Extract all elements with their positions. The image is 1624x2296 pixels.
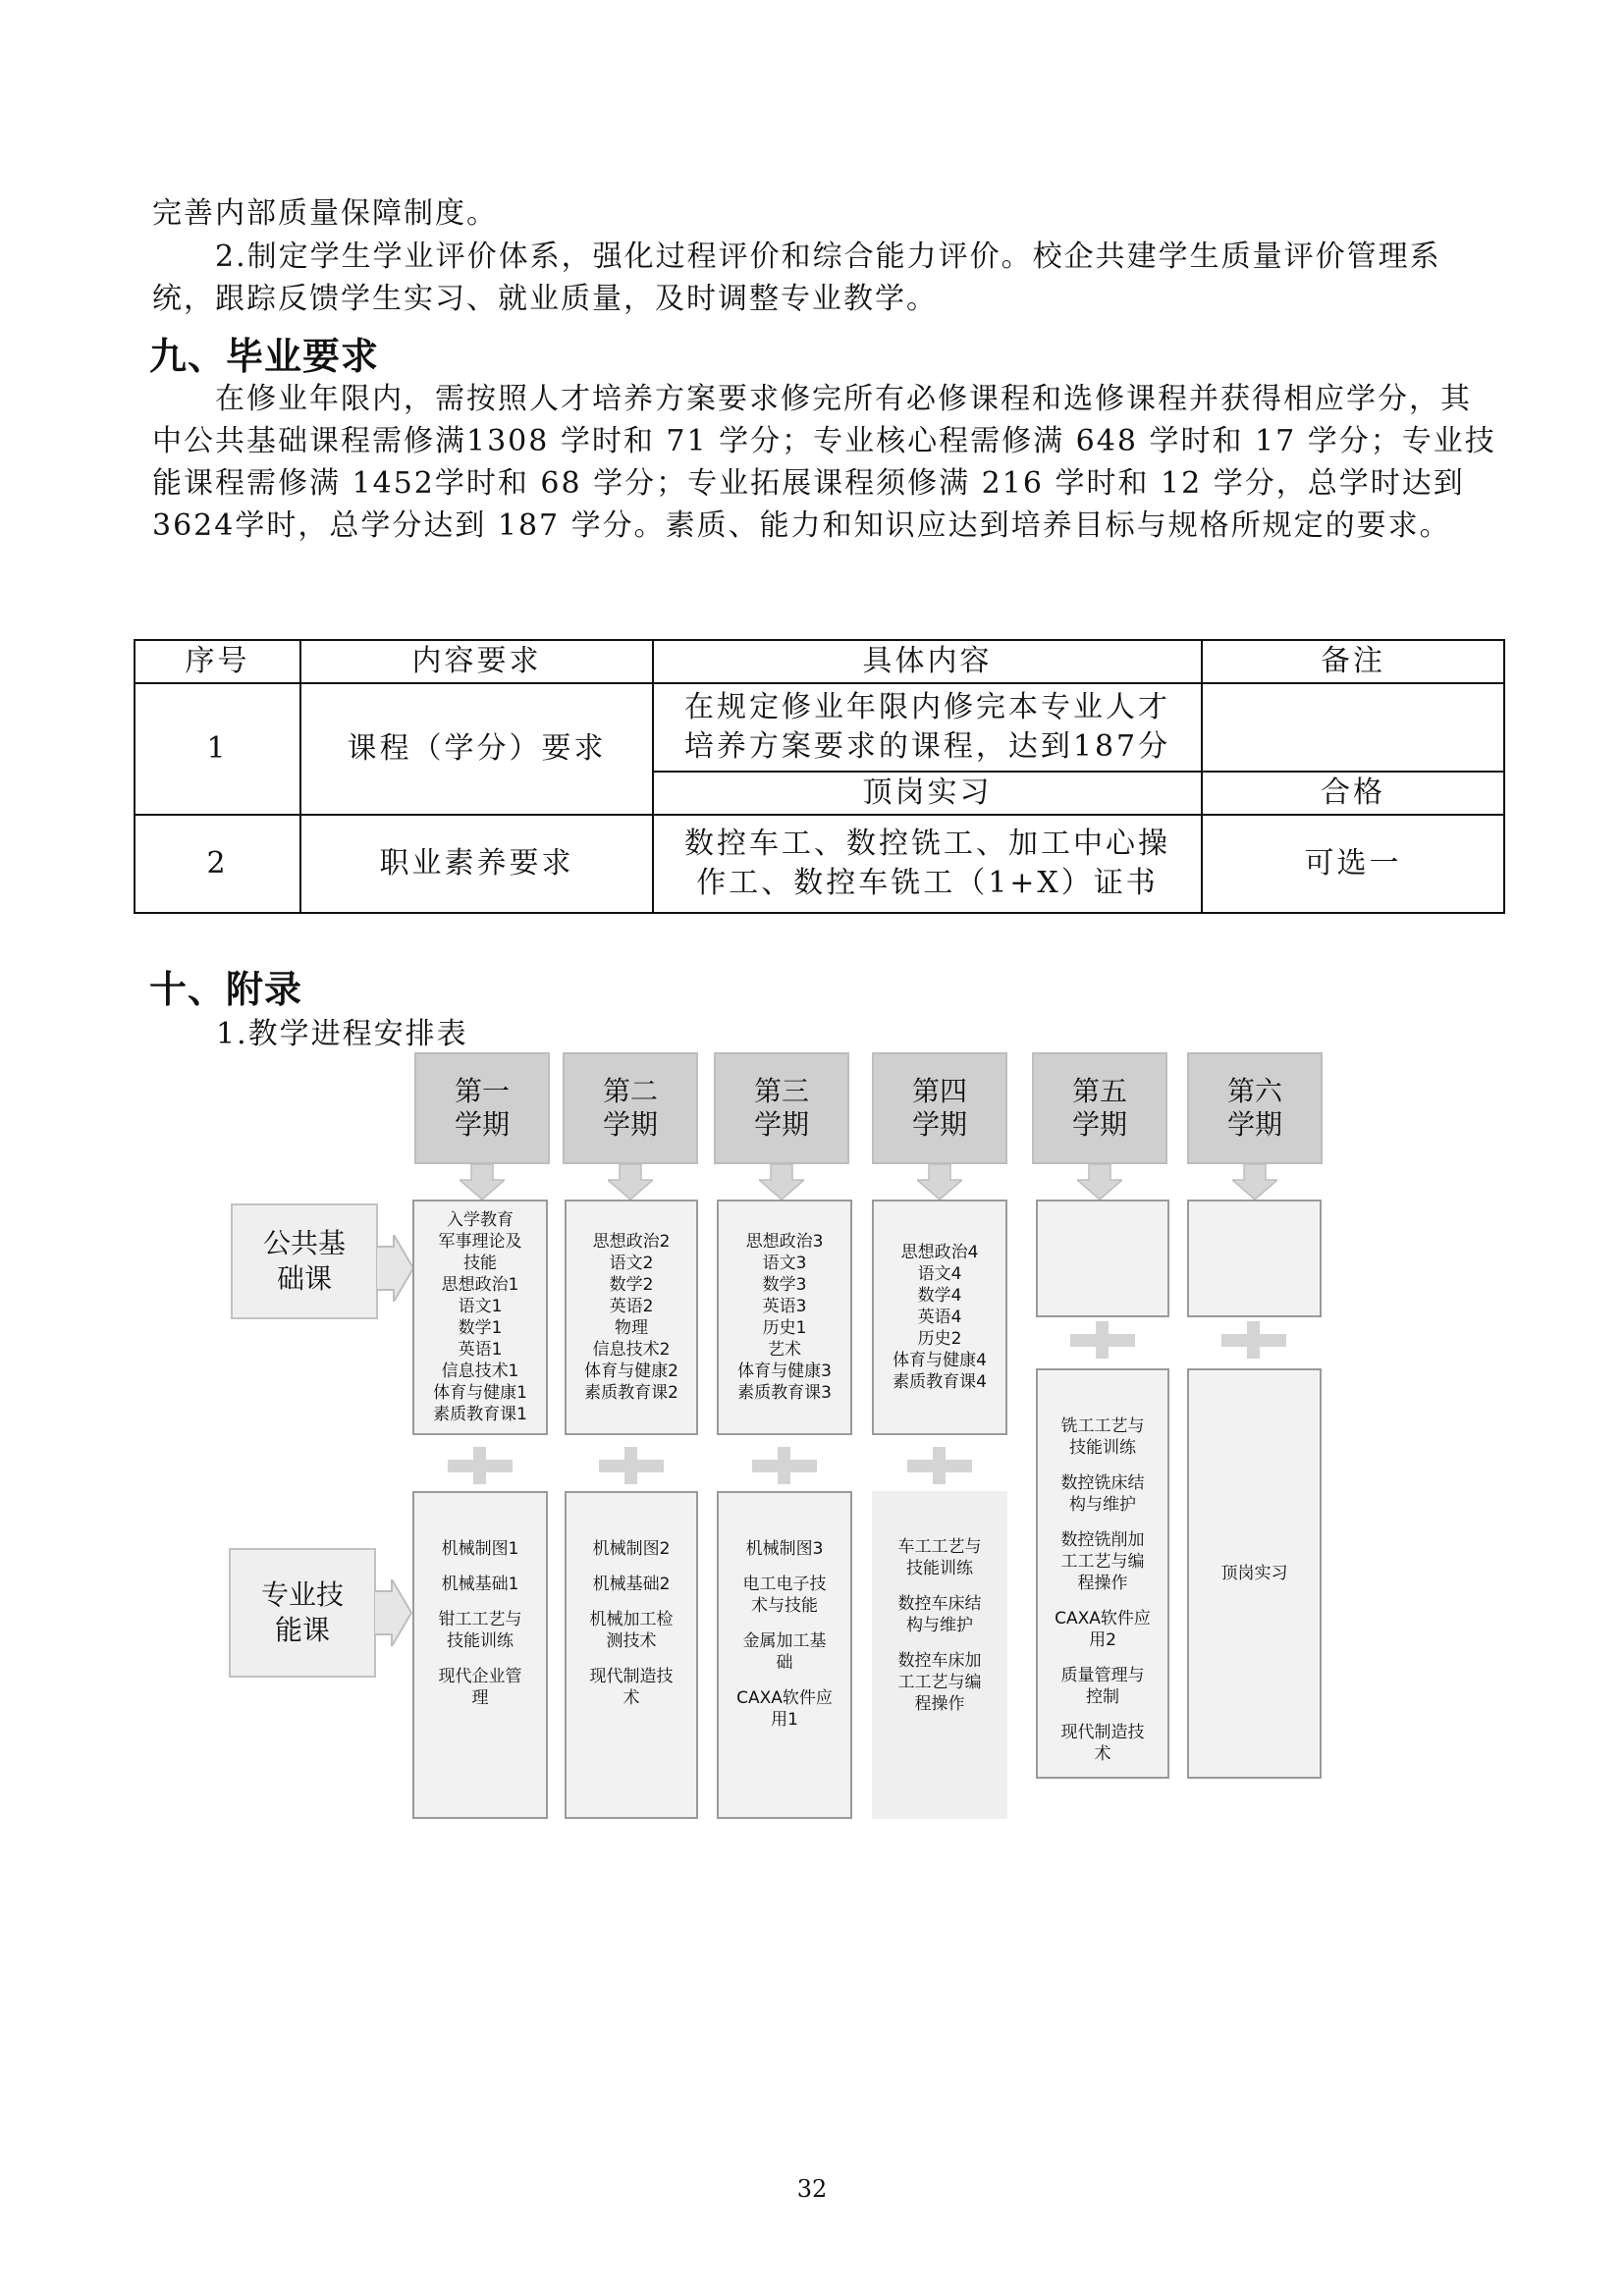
course-item: 程操作 [1077, 1574, 1128, 1593]
skill-course-box [565, 1491, 698, 1819]
header-requirement: 内容要求 [300, 640, 653, 683]
course-item [719, 1617, 850, 1630]
arrow-right-icon [376, 1235, 415, 1302]
course-item: 电工电子技 [742, 1575, 827, 1594]
cell-content: 数控车工、数控铣工、加工中心操作工、数控车铣工（1+X）证书 [653, 815, 1202, 913]
course-item: 物理 [615, 1318, 648, 1338]
course-item: 现代制造技 [1060, 1723, 1145, 1742]
course-item: 数控车床结 [897, 1594, 982, 1614]
course-item: 术 [1094, 1744, 1111, 1764]
course-item: 机械加工检 [589, 1610, 674, 1629]
course-item: 信息技术1 [441, 1362, 519, 1381]
course-item: 用2 [1089, 1630, 1116, 1650]
course-item: 体育与健康2 [584, 1362, 678, 1381]
course-item: 入学教育 [447, 1210, 514, 1230]
course-item: 构与维护 [1069, 1495, 1136, 1515]
semester-header [563, 1052, 698, 1164]
cell-note: 可选一 [1202, 815, 1504, 913]
course-item: 测技术 [606, 1631, 657, 1651]
course-item: 数控铣削加 [1060, 1530, 1145, 1550]
course-item: 术 [623, 1688, 640, 1708]
course-item [567, 1652, 696, 1666]
public-course-box [717, 1200, 852, 1435]
course-item: 语文3 [762, 1254, 807, 1273]
paragraph-intro: 完善内部质量保障制度。 [152, 196, 498, 231]
public-course-box [565, 1200, 698, 1435]
course-item [1038, 1516, 1167, 1529]
label-skill-courses-text: 专业技能课 [260, 1578, 344, 1646]
page-number: 32 [796, 2175, 828, 2203]
label-skill-courses [229, 1548, 376, 1678]
course-item [872, 1636, 1007, 1650]
skill-course-box [412, 1491, 548, 1819]
table-header-row [135, 640, 1504, 683]
section-heading-appendix: 十、附录 [149, 968, 303, 1011]
course-item: 现代企业管 [438, 1667, 522, 1686]
skill-course-box [1036, 1368, 1169, 1779]
semester-name: 第二学期 [602, 1075, 658, 1141]
course-item: 理 [471, 1688, 489, 1708]
course-item: 思想政治1 [441, 1275, 519, 1295]
course-item: 机械基础2 [592, 1575, 671, 1594]
semester-header [1032, 1052, 1167, 1164]
public-course-box [1036, 1200, 1169, 1317]
course-item: 钳工工艺与 [438, 1610, 522, 1629]
skill-course-box [1187, 1368, 1322, 1779]
course-item: 工工艺与编 [1060, 1552, 1145, 1572]
skill-course-box [717, 1491, 852, 1819]
course-item: 历史2 [917, 1329, 962, 1349]
course-item: 控制 [1086, 1687, 1119, 1707]
course-item: 质量管理与 [1060, 1666, 1145, 1685]
course-item [414, 1652, 546, 1666]
arrow-down-icon [1232, 1164, 1277, 1200]
course-item: 技能训练 [906, 1559, 973, 1578]
cell-note [1202, 683, 1504, 772]
semester-header [1187, 1052, 1323, 1164]
course-item: 语文4 [917, 1264, 962, 1284]
course-item: 金属加工基 [742, 1631, 827, 1651]
course-item: 素质教育课3 [737, 1383, 832, 1403]
course-item: 术与技能 [751, 1596, 818, 1616]
course-item: 数控铣床结 [1060, 1473, 1145, 1493]
semester-name: 第六学期 [1226, 1075, 1282, 1141]
cell-note: 合格 [1202, 772, 1504, 815]
course-item: 历史1 [762, 1318, 807, 1338]
arrow-down-icon [759, 1164, 804, 1200]
public-course-box [872, 1200, 1007, 1435]
course-item: 机械制图1 [441, 1539, 519, 1559]
arrow-down-icon [1077, 1164, 1122, 1200]
course-item: 思想政治3 [745, 1232, 824, 1252]
course-item: 数学4 [917, 1286, 962, 1306]
course-item: 素质教育课4 [893, 1372, 987, 1392]
course-item [1038, 1708, 1167, 1722]
course-item: 程操作 [914, 1694, 965, 1714]
arrow-down-icon [460, 1164, 505, 1200]
plus-icon [599, 1447, 664, 1484]
table-row [135, 683, 1504, 772]
section-heading-graduation: 九、毕业要求 [149, 335, 380, 378]
course-item: 础 [776, 1653, 793, 1673]
cell-content: 顶岗实习 [653, 772, 1202, 815]
course-item: CAXA软件应 [736, 1688, 833, 1708]
plus-icon [1070, 1321, 1135, 1359]
course-item [1038, 1651, 1167, 1665]
course-item: 数学1 [458, 1318, 503, 1338]
course-item: 艺术 [768, 1340, 801, 1360]
course-item: 现代制造技 [589, 1667, 674, 1686]
appendix-subtitle: 1.教学进程安排表 [216, 1017, 468, 1051]
course-item: 素质教育课1 [433, 1405, 527, 1424]
semester-name: 第四学期 [911, 1075, 967, 1141]
course-item: 英语4 [917, 1308, 962, 1327]
course-item: 技能训练 [1069, 1438, 1136, 1458]
paragraph-graduation: 在修业年限内，需按照人才培养方案要求修完所有必修课程和选修课程并获得相应学分，其中公共基础课程需修满1308 学时和 71 学分；专业核心程需修满 648 学时和 17 学分；专业技能课程需修满 1452学时和 68 学分；专业拓展课程须修满 216 学时和 12 学分，总学时达到 3624学时，总学分达到 187 学分。素质、能力和知识应达到培养目标与规格所规定的要求。 [152, 382, 1496, 543]
course-item [414, 1560, 546, 1574]
course-item: 体育与健康4 [893, 1351, 987, 1370]
course-item: CAXA软件应 [1055, 1609, 1151, 1629]
course-item: 数学2 [609, 1275, 654, 1295]
skill-course-box [872, 1491, 1007, 1819]
label-public-courses [231, 1203, 378, 1319]
arrow-right-icon [374, 1579, 413, 1646]
course-item [719, 1560, 850, 1574]
arrow-down-icon [608, 1164, 653, 1200]
header-no: 序号 [135, 640, 300, 683]
semester-header [714, 1052, 849, 1164]
label-public-courses-text: 公共基础课 [262, 1227, 346, 1295]
paragraph-evaluation: 2.制定学生学业评价体系，强化过程评价和综合能力评价。校企共建学生质量评价管理系统，跟踪反馈学生实习、就业质量，及时调整专业教学。 [152, 240, 1441, 316]
semester-header [414, 1052, 550, 1164]
course-item [414, 1595, 546, 1609]
cell-content: 在规定修业年限内修完本专业人才培养方案要求的课程，达到187分 [653, 683, 1202, 772]
course-item: 用1 [771, 1710, 798, 1730]
course-item: 技能 [463, 1254, 497, 1273]
course-item: 数学3 [762, 1275, 807, 1295]
semester-name: 第一学期 [454, 1075, 510, 1141]
cell-requirement: 课程（学分）要求 [300, 683, 653, 815]
course-item: 体育与健康1 [433, 1383, 527, 1403]
course-item: 思想政治2 [592, 1232, 671, 1252]
course-item: 车工工艺与 [897, 1537, 982, 1557]
course-item: 信息技术2 [592, 1340, 671, 1360]
course-item [567, 1560, 696, 1574]
semester-header [872, 1052, 1007, 1164]
course-item: 语文2 [609, 1254, 654, 1273]
course-item: 机械制图2 [592, 1539, 671, 1559]
course-item: 英语2 [609, 1297, 654, 1316]
course-item: 工工艺与编 [897, 1673, 982, 1692]
course-item: 构与维护 [906, 1616, 973, 1635]
course-item: 铣工工艺与 [1060, 1416, 1145, 1436]
course-item: 思想政治4 [900, 1243, 979, 1262]
course-item [719, 1674, 850, 1687]
course-item: 机械制图3 [745, 1539, 824, 1559]
plus-icon [1221, 1321, 1286, 1359]
course-item: 军事理论及 [438, 1232, 522, 1252]
header-content: 具体内容 [653, 640, 1202, 683]
semester-name: 第三学期 [753, 1075, 809, 1141]
arrow-down-icon [917, 1164, 962, 1200]
course-item [1038, 1594, 1167, 1608]
cell-requirement: 职业素养要求 [300, 815, 653, 913]
plus-icon [448, 1447, 513, 1484]
cell-no: 2 [135, 815, 300, 913]
graduation-requirements-table [134, 639, 1505, 914]
semester-name: 第五学期 [1071, 1075, 1127, 1141]
plus-icon [752, 1447, 817, 1484]
cell-no: 1 [135, 683, 300, 815]
course-item [567, 1595, 696, 1609]
plus-icon [907, 1447, 972, 1484]
course-item: 素质教育课2 [584, 1383, 678, 1403]
public-course-box [412, 1200, 548, 1435]
course-item: 数控车床加 [897, 1651, 982, 1671]
course-item: 技能训练 [447, 1631, 514, 1651]
course-item: 机械基础1 [441, 1575, 519, 1594]
course-item [1038, 1459, 1167, 1472]
course-item: 英语1 [458, 1340, 503, 1360]
course-item: 体育与健康3 [737, 1362, 832, 1381]
course-item: 语文1 [458, 1297, 503, 1316]
course-item: 英语3 [762, 1297, 807, 1316]
course-item [872, 1579, 1007, 1593]
public-course-box [1187, 1200, 1322, 1317]
course-item: 顶岗实习 [1220, 1564, 1288, 1583]
header-note: 备注 [1202, 640, 1504, 683]
table-row [135, 815, 1504, 913]
